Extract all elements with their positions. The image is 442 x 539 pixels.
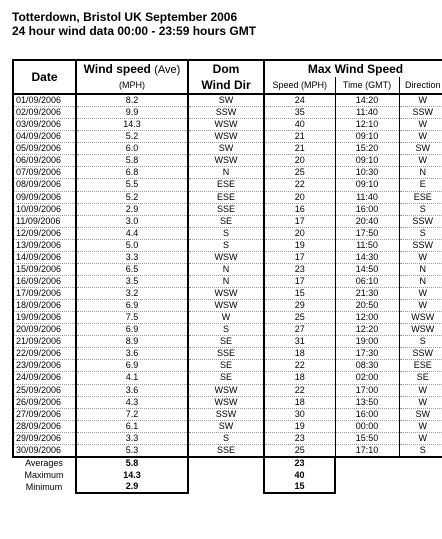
cell-max-speed: 17 (264, 251, 335, 263)
table-row (13, 251, 442, 263)
cell-date: 25/09/2006 (13, 384, 76, 396)
summary-label: Maximum (24, 469, 64, 480)
cell-date: 27/09/2006 (13, 408, 76, 420)
cell-max-speed: 30 (264, 408, 335, 420)
cell-date: 01/09/2006 (13, 94, 76, 107)
cell-date: 05/09/2006 (13, 143, 76, 155)
cell-max-direction: SSW (399, 239, 442, 251)
table-row (13, 119, 442, 131)
cell-date: 15/09/2006 (13, 263, 76, 275)
summary-row (13, 457, 442, 470)
cell-dom-wind-dir: SSW (188, 107, 264, 119)
cell-max-direction: SSW (399, 215, 442, 227)
cell-wind-speed-ave: 7.5 (76, 312, 188, 324)
cell-max-direction: WSW (399, 324, 442, 336)
cell-date: 12/09/2006 (13, 227, 76, 239)
cell-max-direction: W (399, 300, 442, 312)
cell-dom-wind-dir: WSW (188, 384, 264, 396)
cell-wind-speed-ave: 6.5 (76, 263, 188, 275)
cell-max-time: 10:30 (335, 167, 399, 179)
cell-wind-speed-ave: 2.9 (76, 203, 188, 215)
table-row (13, 143, 442, 155)
cell-wind-speed-ave: 6.0 (76, 143, 188, 155)
summary-row (13, 481, 442, 494)
cell-wind-speed-ave: 3.2 (76, 288, 188, 300)
cell-max-speed: 20 (264, 227, 335, 239)
summary-label: Minimum (25, 481, 63, 492)
table-row (13, 215, 442, 227)
cell-max-direction: N (399, 263, 442, 275)
cell-max-speed: 25 (264, 312, 335, 324)
table-row (13, 444, 442, 457)
cell-max-direction: S (399, 227, 442, 239)
cell-date: 04/09/2006 (13, 131, 76, 143)
cell-max-time: 20:40 (335, 215, 399, 227)
cell-max-direction: ESE (399, 191, 442, 203)
cell-max-time: 11:40 (335, 191, 399, 203)
header-dom-line2: Wind Dir (188, 77, 264, 94)
cell-wind-speed-ave: 8.2 (76, 94, 188, 107)
cell-max-direction: SE (399, 372, 442, 384)
cell-wind-speed-ave: 3.3 (76, 432, 188, 444)
table-row (13, 239, 442, 251)
wind-data-table (12, 59, 442, 494)
cell-wind-speed-ave: 4.1 (76, 372, 188, 384)
cell-max-time: 06:10 (335, 275, 399, 287)
cell-max-time: 12:20 (335, 324, 399, 336)
cell-max-speed: 22 (264, 360, 335, 372)
cell-date: 09/09/2006 (13, 191, 76, 203)
summary-gap (335, 457, 442, 470)
table-row (13, 420, 442, 432)
cell-max-time: 17:50 (335, 227, 399, 239)
cell-max-speed: 31 (264, 336, 335, 348)
cell-wind-speed-ave: 5.2 (76, 131, 188, 143)
cell-date: 10/09/2006 (13, 203, 76, 215)
cell-dom-wind-dir: WSW (188, 300, 264, 312)
cell-date: 29/09/2006 (13, 432, 76, 444)
summary-label: Averages (25, 458, 63, 469)
summary-gap (335, 481, 442, 494)
table-row (13, 384, 442, 396)
cell-max-time: 11:40 (335, 107, 399, 119)
cell-max-direction: ESE (399, 360, 442, 372)
table-row (13, 396, 442, 408)
table-row (13, 288, 442, 300)
cell-max-time: 17:00 (335, 384, 399, 396)
table-row (13, 191, 442, 203)
cell-max-direction: N (399, 275, 442, 287)
cell-max-direction: W (399, 94, 442, 107)
cell-max-speed: 25 (264, 167, 335, 179)
cell-date: 22/09/2006 (13, 348, 76, 360)
cell-wind-speed-ave: 5.0 (76, 239, 188, 251)
cell-wind-speed-ave: 4.3 (76, 396, 188, 408)
table-row (13, 312, 442, 324)
cell-max-time: 13:50 (335, 396, 399, 408)
cell-date: 26/09/2006 (13, 396, 76, 408)
cell-max-direction: E (399, 179, 442, 191)
cell-max-time: 17:10 (335, 444, 399, 457)
table-row (13, 372, 442, 384)
cell-wind-speed-ave: 3.0 (76, 215, 188, 227)
cell-max-direction: SW (399, 143, 442, 155)
cell-max-direction: SW (399, 408, 442, 420)
cell-wind-speed-ave: 3.3 (76, 251, 188, 263)
cell-date: 18/09/2006 (13, 300, 76, 312)
page-title: Totterdown, Bristol UK September 2006 (12, 10, 238, 24)
cell-max-speed: 21 (264, 131, 335, 143)
cell-date: 19/09/2006 (13, 312, 76, 324)
cell-max-speed: 35 (264, 107, 335, 119)
cell-max-direction: N (399, 167, 442, 179)
cell-max-time: 15:20 (335, 143, 399, 155)
cell-max-time: 09:10 (335, 179, 399, 191)
cell-max-speed: 17 (264, 275, 335, 287)
cell-max-speed: 22 (264, 384, 335, 396)
cell-max-direction: W (399, 420, 442, 432)
summary-gap (188, 481, 264, 494)
cell-max-direction: SSW (399, 348, 442, 360)
cell-dom-wind-dir: SSE (188, 444, 264, 457)
cell-max-speed: 18 (264, 372, 335, 384)
cell-max-time: 16:00 (335, 408, 399, 420)
cell-dom-wind-dir: WSW (188, 131, 264, 143)
cell-wind-speed-ave: 6.9 (76, 324, 188, 336)
cell-max-time: 19:00 (335, 336, 399, 348)
table-row (13, 408, 442, 420)
cell-wind-speed-ave: 8.9 (76, 336, 188, 348)
table-row (13, 131, 442, 143)
summary-gap (188, 457, 264, 470)
summary-gap (335, 469, 442, 481)
cell-max-time: 12:00 (335, 312, 399, 324)
cell-max-direction: S (399, 203, 442, 215)
cell-max-time: 14:20 (335, 94, 399, 107)
cell-wind-speed-ave: 9.9 (76, 107, 188, 119)
cell-max-speed: 18 (264, 348, 335, 360)
cell-max-direction: W (399, 131, 442, 143)
cell-wind-speed-ave: 3.6 (76, 384, 188, 396)
table-row (13, 263, 442, 275)
cell-max-time: 17:30 (335, 348, 399, 360)
cell-date: 03/09/2006 (13, 119, 76, 131)
header-wind-speed-unit: (MPH) (76, 77, 188, 94)
cell-wind-speed-ave: 5.5 (76, 179, 188, 191)
cell-wind-speed-ave: 6.8 (76, 167, 188, 179)
cell-wind-speed-ave: 6.9 (76, 300, 188, 312)
cell-dom-wind-dir: SSW (188, 408, 264, 420)
cell-dom-wind-dir: N (188, 167, 264, 179)
cell-max-speed: 21 (264, 143, 335, 155)
cell-max-time: 15:50 (335, 432, 399, 444)
cell-max-speed: 20 (264, 191, 335, 203)
cell-max-speed: 19 (264, 420, 335, 432)
cell-max-time: 21:30 (335, 288, 399, 300)
cell-max-time: 11:50 (335, 239, 399, 251)
table-row (13, 107, 442, 119)
cell-dom-wind-dir: ESE (188, 179, 264, 191)
cell-date: 17/09/2006 (13, 288, 76, 300)
cell-dom-wind-dir: S (188, 324, 264, 336)
cell-max-time: 02:00 (335, 372, 399, 384)
cell-wind-speed-ave: 7.2 (76, 408, 188, 420)
cell-max-speed: 15 (264, 288, 335, 300)
cell-wind-speed-ave: 6.1 (76, 420, 188, 432)
cell-dom-wind-dir: N (188, 263, 264, 275)
cell-wind-speed-ave: 4.4 (76, 227, 188, 239)
cell-wind-speed-ave: 5.2 (76, 191, 188, 203)
header-dom-line1: Dom (188, 60, 264, 77)
cell-dom-wind-dir: WSW (188, 251, 264, 263)
cell-wind-speed-ave: 14.3 (76, 119, 188, 131)
header-wind-speed: Wind speed (Ave) (76, 60, 188, 77)
cell-date: 24/09/2006 (13, 372, 76, 384)
summary-wind-speed-ave: 2.9 (76, 481, 188, 494)
cell-dom-wind-dir: S (188, 239, 264, 251)
cell-dom-wind-dir: ESE (188, 191, 264, 203)
cell-max-speed: 18 (264, 396, 335, 408)
cell-date: 11/09/2006 (13, 215, 76, 227)
table-row (13, 179, 442, 191)
table-row (13, 348, 442, 360)
summary-max-speed: 40 (264, 469, 335, 481)
cell-dom-wind-dir: S (188, 432, 264, 444)
cell-dom-wind-dir: WSW (188, 396, 264, 408)
cell-date: 16/09/2006 (13, 275, 76, 287)
cell-max-speed: 25 (264, 444, 335, 457)
cell-max-time: 12:10 (335, 119, 399, 131)
header-max-time: Time (GMT) (335, 77, 399, 94)
cell-max-speed: 27 (264, 324, 335, 336)
cell-dom-wind-dir: SW (188, 420, 264, 432)
cell-max-speed: 16 (264, 203, 335, 215)
cell-date: 28/09/2006 (13, 420, 76, 432)
cell-max-direction: WSW (399, 312, 442, 324)
cell-max-time: 20:50 (335, 300, 399, 312)
summary-row (13, 469, 442, 481)
cell-date: 07/09/2006 (13, 167, 76, 179)
cell-date: 06/09/2006 (13, 155, 76, 167)
cell-dom-wind-dir: WSW (188, 288, 264, 300)
summary-gap (188, 469, 264, 481)
header-max-direction: Direction (399, 77, 442, 94)
table-row (13, 336, 442, 348)
cell-wind-speed-ave: 6.9 (76, 360, 188, 372)
header-max-wind-speed: Max Wind Speed (264, 60, 442, 77)
cell-wind-speed-ave: 3.6 (76, 348, 188, 360)
cell-max-direction: SSW (399, 107, 442, 119)
cell-max-time: 00:00 (335, 420, 399, 432)
cell-max-direction: W (399, 396, 442, 408)
cell-max-speed: 17 (264, 215, 335, 227)
table-row (13, 360, 442, 372)
cell-date: 08/09/2006 (13, 179, 76, 191)
cell-wind-speed-ave: 5.8 (76, 155, 188, 167)
cell-date: 21/09/2006 (13, 336, 76, 348)
cell-max-direction: W (399, 432, 442, 444)
table-row (13, 275, 442, 287)
cell-dom-wind-dir: SE (188, 215, 264, 227)
cell-max-direction: W (399, 119, 442, 131)
table-row (13, 155, 442, 167)
cell-dom-wind-dir: W (188, 312, 264, 324)
cell-max-speed: 29 (264, 300, 335, 312)
summary-max-speed: 23 (264, 457, 335, 470)
summary-wind-speed-ave: 5.8 (76, 457, 188, 470)
summary-max-speed: 15 (264, 481, 335, 494)
cell-date: 02/09/2006 (13, 107, 76, 119)
cell-max-direction: S (399, 444, 442, 457)
cell-max-direction: W (399, 251, 442, 263)
cell-max-direction: W (399, 384, 442, 396)
cell-date: 30/09/2006 (13, 444, 76, 457)
cell-dom-wind-dir: WSW (188, 155, 264, 167)
table-row (13, 324, 442, 336)
cell-max-direction: W (399, 155, 442, 167)
cell-max-time: 09:10 (335, 131, 399, 143)
cell-dom-wind-dir: SW (188, 94, 264, 107)
cell-date: 23/09/2006 (13, 360, 76, 372)
table-row (13, 167, 442, 179)
table-row (13, 300, 442, 312)
cell-max-speed: 23 (264, 263, 335, 275)
cell-max-speed: 20 (264, 155, 335, 167)
cell-date: 20/09/2006 (13, 324, 76, 336)
page-subtitle: 24 hour wind data 00:00 - 23:59 hours GMT (12, 24, 257, 38)
cell-max-speed: 23 (264, 432, 335, 444)
table-row (13, 432, 442, 444)
cell-dom-wind-dir: N (188, 275, 264, 287)
cell-max-time: 09:10 (335, 155, 399, 167)
cell-dom-wind-dir: SSE (188, 348, 264, 360)
cell-max-speed: 22 (264, 179, 335, 191)
cell-date: 14/09/2006 (13, 251, 76, 263)
cell-dom-wind-dir: SE (188, 372, 264, 384)
cell-max-speed: 24 (264, 94, 335, 107)
cell-max-speed: 19 (264, 239, 335, 251)
cell-max-direction: S (399, 336, 442, 348)
cell-dom-wind-dir: WSW (188, 119, 264, 131)
cell-dom-wind-dir: SE (188, 336, 264, 348)
cell-max-time: 08:30 (335, 360, 399, 372)
table-row (13, 94, 442, 107)
cell-dom-wind-dir: SW (188, 143, 264, 155)
cell-max-direction: W (399, 288, 442, 300)
table-row (13, 227, 442, 239)
cell-dom-wind-dir: SE (188, 360, 264, 372)
summary-wind-speed-ave: 14.3 (76, 469, 188, 481)
cell-date: 13/09/2006 (13, 239, 76, 251)
table-row (13, 203, 442, 215)
cell-max-time: 14:30 (335, 251, 399, 263)
cell-wind-speed-ave: 3.5 (76, 275, 188, 287)
header-date: Date (13, 60, 76, 94)
cell-max-speed: 40 (264, 119, 335, 131)
cell-dom-wind-dir: SSE (188, 203, 264, 215)
cell-max-time: 14:50 (335, 263, 399, 275)
header-max-speed: Speed (MPH) (264, 77, 335, 94)
cell-dom-wind-dir: S (188, 227, 264, 239)
cell-wind-speed-ave: 5.3 (76, 444, 188, 457)
cell-max-time: 16:00 (335, 203, 399, 215)
